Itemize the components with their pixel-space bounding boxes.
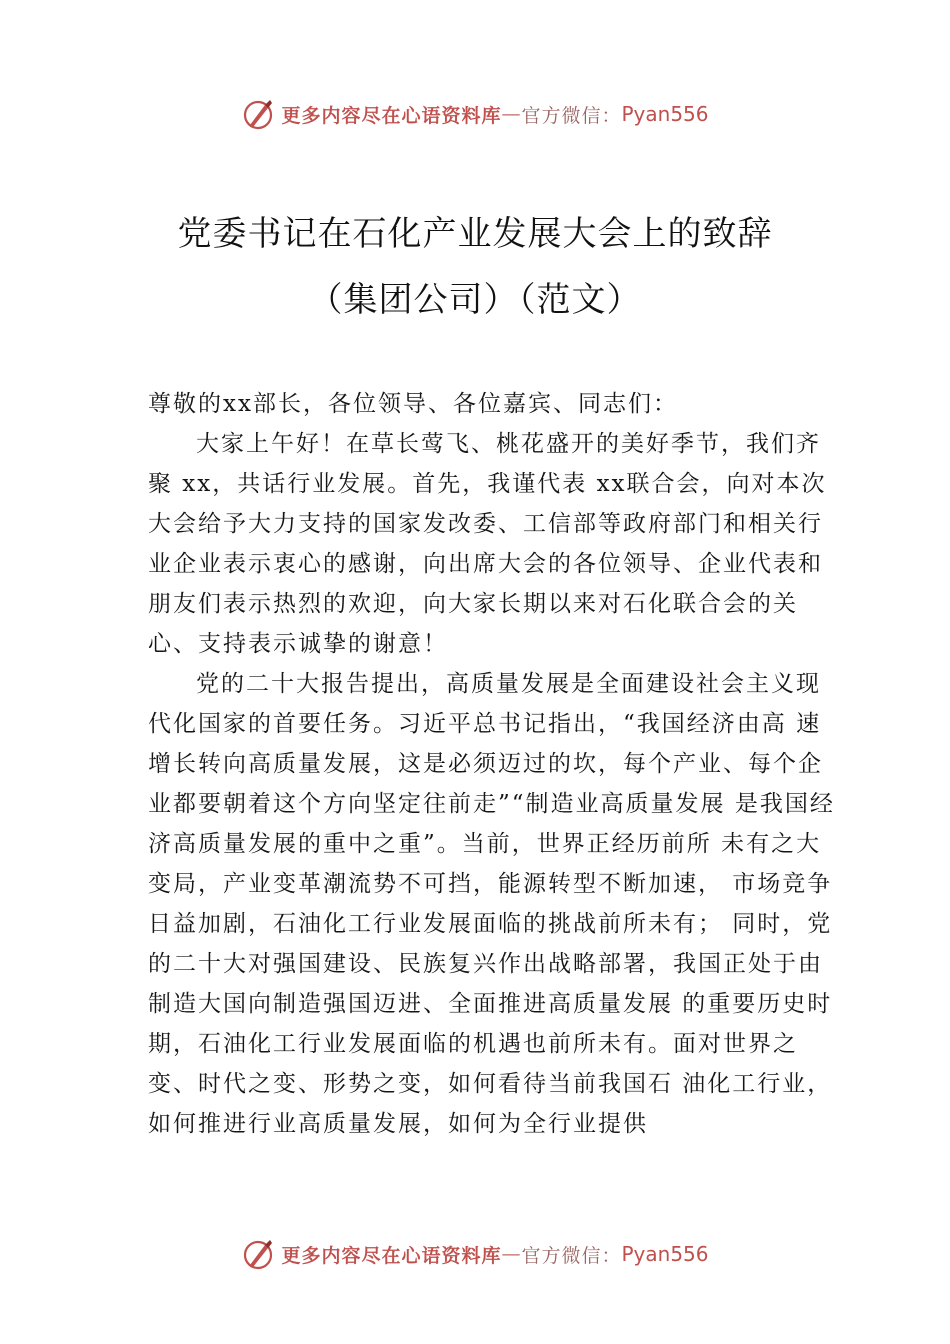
document-body xyxy=(148,384,838,1144)
banner-wechat-id: Pyan556 xyxy=(621,1242,709,1266)
footer-banner xyxy=(0,1234,950,1274)
header-banner xyxy=(0,94,950,134)
quill-pen-icon xyxy=(241,1237,275,1271)
salutation: 尊敬的xx部长，各位领导、各位嘉宾、同志们： xyxy=(148,391,678,417)
banner-separator: — xyxy=(501,1243,522,1265)
quill-pen-icon xyxy=(241,97,275,131)
banner-wechat-label: 官方微信： xyxy=(521,104,622,127)
banner-brand: 更多内容尽在心语资料库 xyxy=(281,104,502,127)
paragraph: 党的二十大报告提出，高质量发展是全面建设社会主义现代化国家的首要任务。习近平总书记指出，“我国经济由高 速增长转向高质量发展，这是必须迈过的坎，每个产业、每个企业都要朝着这个方向坚定往前走”“制造业高质量发展 是我国经济高质量发展的重中之重”。当前，世界正经历前所 未有之大变局，产业变革潮流势不可挡，能源转型不断加速， 市场竞争日益加剧，石油化工行业发展面临的挑战前所未有； 同时，党的二十大对强国建设、民族复兴作出战略部署，我国正处于由制造大国向制造强国迈进、全面推进高质量发展 的重要历史时期，石油化工行业发展面临的机遇也前所未有。面对世界之变、时代之变、形势之变，如何看待当前我国石 油化工行业，如何推进行业高质量发展，如何为全行业提供 xyxy=(148,671,835,1137)
banner-wechat-id: Pyan556 xyxy=(621,102,709,126)
document-title: 党委书记在石化产业发展大会上的致辞 xyxy=(177,214,773,254)
document-subtitle: （集团公司）（范文） xyxy=(308,280,642,320)
banner-brand: 更多内容尽在心语资料库 xyxy=(281,1244,502,1267)
paragraph: 大家上午好！在草长莺飞、桃花盛开的美好季节，我们齐聚 xx，共话行业发展。首先，我谨代表 xx联合会，向对本次大会给予大力支持的国家发改委、工信部等政府部门和相关行业企业表示衷心的感谢，向出席大会的各位领导、企业代表和朋友们表示热烈的欢迎，向大家长期以来对石化联合会的关心、支持表示诚挚的谢意！ xyxy=(148,431,827,657)
banner-wechat-label: 官方微信： xyxy=(521,1244,622,1267)
banner-separator: — xyxy=(501,103,522,125)
